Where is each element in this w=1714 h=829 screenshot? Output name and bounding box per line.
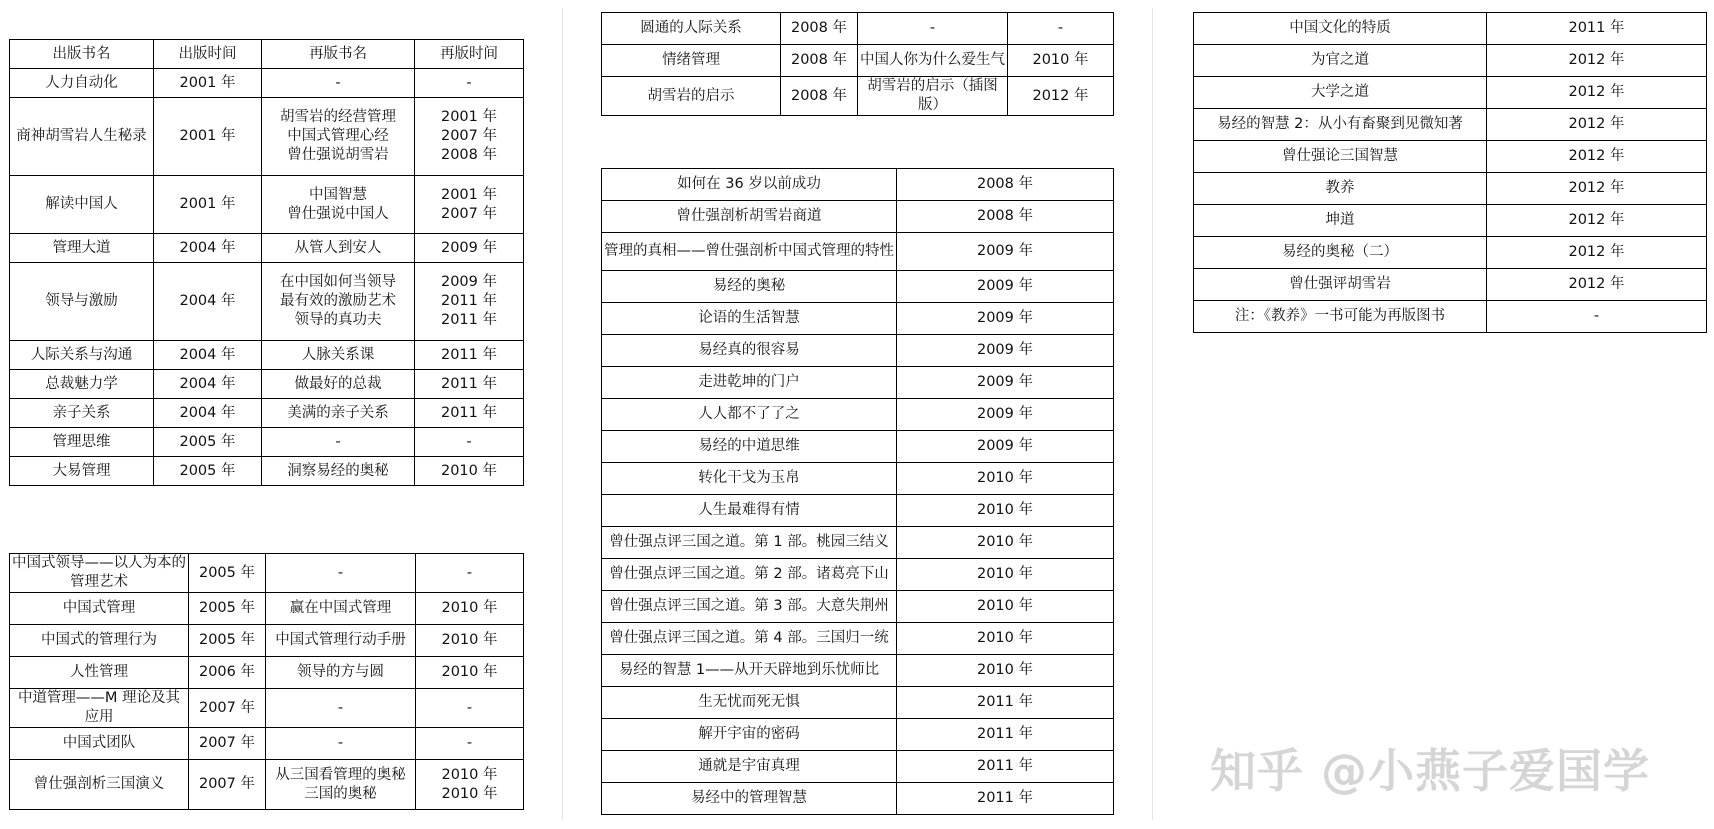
table-cell: 2005 年 [189, 554, 266, 593]
table-row [10, 370, 524, 399]
table-row [602, 751, 1114, 783]
table-row [602, 431, 1114, 463]
table-cell: 赢在中国式管理 [266, 593, 416, 625]
table-row [602, 201, 1114, 233]
table-cell: 2012 年 [1487, 77, 1707, 109]
table-first-editions-3 [601, 12, 1114, 116]
table-first-editions-1 [9, 39, 524, 486]
table-cell: 领导的方与圆 [266, 657, 416, 689]
table-cell: 解开宇宙的密码 [602, 719, 897, 751]
table-cell: 2012 年 [1487, 269, 1707, 301]
table-cell: 为官之道 [1194, 45, 1487, 77]
table-cell: 人力自动化 [10, 69, 154, 98]
table-row [602, 335, 1114, 367]
table-cell: 美满的亲子关系 [262, 399, 415, 428]
table-cell: 情绪管理 [602, 45, 781, 77]
table-cell: 2005 年 [189, 625, 266, 657]
table-row [10, 69, 524, 98]
table-cell: - [415, 428, 524, 457]
table-cell: 易经的智慧 2：从小有畜聚到见微知著 [1194, 109, 1487, 141]
table-cell: 曾仕强点评三国之道。第 3 部。大意失荆州 [602, 591, 897, 623]
table-row [1194, 109, 1707, 141]
table-cell: - [266, 554, 416, 593]
table-cell: 曾仕强点评三国之道。第 1 部。桃园三结义 [602, 527, 897, 559]
table-cell: 2005 年 [189, 593, 266, 625]
table-cell: 2011 年 [1487, 13, 1707, 45]
table-cell: 曾仕强点评三国之道。第 2 部。诸葛亮下山 [602, 559, 897, 591]
table-cell: 2004 年 [154, 234, 262, 263]
table-cell: 2009 年 [897, 271, 1114, 303]
table-cell: 洞察易经的奥秘 [262, 457, 415, 486]
table-cell: 如何在 36 岁以前成功 [602, 169, 897, 201]
table-cell: 大学之道 [1194, 77, 1487, 109]
table-cell: 2010 年 [416, 657, 524, 689]
table-row [10, 98, 524, 176]
table-cell: 易经的奥秘（二） [1194, 237, 1487, 269]
table-cell: 人脉关系课 [262, 341, 415, 370]
table-cell: 2009 年 [415, 234, 524, 263]
table-row [602, 399, 1114, 431]
table-row [602, 719, 1114, 751]
table-cell: 2009 年 [897, 399, 1114, 431]
table-cell: 2004 年 [154, 399, 262, 428]
table-cell: 2011 年 [415, 341, 524, 370]
table-row [602, 783, 1114, 815]
table-cell: 曾仕强剖析胡雪岩商道 [602, 201, 897, 233]
table-cell: 易经的中道思维 [602, 431, 897, 463]
table-cell: 2010 年 [897, 463, 1114, 495]
table-row [602, 623, 1114, 655]
header-cell: 再版时间 [415, 40, 524, 69]
table-cell: 2005 年 [154, 428, 262, 457]
table-cell: 从管人到安人 [262, 234, 415, 263]
table-row [10, 234, 524, 263]
table-body [602, 13, 1114, 116]
table-cell: 中国智慧 曾仕强说中国人 [262, 176, 415, 234]
table-row [602, 559, 1114, 591]
table-cell: 管理思维 [10, 428, 154, 457]
table-row [602, 367, 1114, 399]
table-row [1194, 205, 1707, 237]
table-row [1194, 45, 1707, 77]
table-header-row [10, 40, 524, 69]
table-cell: 2011 年 [897, 751, 1114, 783]
table-cell: 2009 年 [897, 335, 1114, 367]
table-row [602, 527, 1114, 559]
table-cell: 2008 年 [781, 77, 858, 116]
table-row [10, 428, 524, 457]
table-cell: 2006 年 [189, 657, 266, 689]
table-cell: 2001 年 2007 年 2008 年 [415, 98, 524, 176]
table-cell: 2007 年 [189, 689, 266, 728]
table-cell: 在中国如何当领导 最有效的激励艺术 领导的真功夫 [262, 263, 415, 341]
table-cell: 2010 年 [416, 625, 524, 657]
table-body [10, 554, 524, 810]
table-cell: 2008 年 [781, 45, 858, 77]
table-cell: 教养 [1194, 173, 1487, 205]
table-cell: 曾仕强点评三国之道。第 4 部。三国归一统 [602, 623, 897, 655]
table-cell: 2010 年 [897, 655, 1114, 687]
table-cell: 2010 年 [415, 457, 524, 486]
header-cell: 再版书名 [262, 40, 415, 69]
table-row [602, 233, 1114, 271]
table-cell: 管理大道 [10, 234, 154, 263]
table-cell: 商神胡雪岩人生秘录 [10, 98, 154, 176]
table-cell: 做最好的总裁 [262, 370, 415, 399]
table-row [602, 495, 1114, 527]
table-cell: 中国式管理 [10, 593, 189, 625]
table-cell: - [1487, 301, 1707, 333]
table-cell: 2001 年 [154, 98, 262, 176]
table-cell: 2009 年 [897, 233, 1114, 271]
table-cell: 2011 年 [897, 687, 1114, 719]
table-row [602, 77, 1114, 116]
table-row [1194, 269, 1707, 301]
table-cell: 2009 年 2011 年 2011 年 [415, 263, 524, 341]
table-cell: 2004 年 [154, 263, 262, 341]
table-cell: 中国式管理行动手册 [266, 625, 416, 657]
table-cell: - [262, 69, 415, 98]
table-cell: 曾仕强论三国智慧 [1194, 141, 1487, 173]
table-row [10, 728, 524, 760]
table-row [10, 341, 524, 370]
zhihu-watermark: 知乎 @小燕子爱国学 [1210, 744, 1651, 798]
table-cell: 2010 年 [897, 591, 1114, 623]
table-cell: 易经的奥秘 [602, 271, 897, 303]
table-cell: 人人都不了了之 [602, 399, 897, 431]
table-cell: 2011 年 [415, 370, 524, 399]
table-row [1194, 173, 1707, 205]
table-cell: 2004 年 [154, 341, 262, 370]
table-cell: 曾仕强剖析三国演义 [10, 760, 189, 810]
header-cell: 出版书名 [10, 40, 154, 69]
table-cell: 坤道 [1194, 205, 1487, 237]
table-row [602, 591, 1114, 623]
table-cell: 2012 年 [1487, 237, 1707, 269]
column-divider-1 [562, 8, 563, 820]
table-cell: 2008 年 [897, 169, 1114, 201]
table-row [10, 263, 524, 341]
table-cell: 易经中的管理智慧 [602, 783, 897, 815]
table-cell: 胡雪岩的启示（插图版） [858, 77, 1008, 116]
table-cell: 中国式领导——以人为本的管理艺术 [10, 554, 189, 593]
table-row [10, 457, 524, 486]
table-cell: 2001 年 [154, 176, 262, 234]
table-row [602, 169, 1114, 201]
table-cell: 中国式的管理行为 [10, 625, 189, 657]
table-cell: 2012 年 [1487, 45, 1707, 77]
table-row [10, 554, 524, 593]
table-row [602, 45, 1114, 77]
table-cell: 人生最难得有情 [602, 495, 897, 527]
table-cell: 2009 年 [897, 431, 1114, 463]
table-cell: 2010 年 [416, 593, 524, 625]
table-row [1194, 237, 1707, 269]
table-cell: - [858, 13, 1008, 45]
table-cell: 易经的智慧 1——从开天辟地到乐忧师比 [602, 655, 897, 687]
table-cell: 走进乾坤的门户 [602, 367, 897, 399]
table-row [10, 760, 524, 810]
table-row [602, 463, 1114, 495]
table-row [602, 655, 1114, 687]
table-row [1194, 13, 1707, 45]
table-cell: 亲子关系 [10, 399, 154, 428]
table-cell: - [416, 689, 524, 728]
table-cell: 2008 年 [897, 201, 1114, 233]
table-row [10, 176, 524, 234]
table-cell: 曾仕强评胡雪岩 [1194, 269, 1487, 301]
table-cell: - [266, 728, 416, 760]
table-row [10, 689, 524, 728]
table-cell: - [416, 728, 524, 760]
table-cell: 2010 年 [897, 559, 1114, 591]
table-row [1194, 301, 1707, 333]
table-row [10, 593, 524, 625]
table-row [10, 399, 524, 428]
table-cell: 生无忧而死无惧 [602, 687, 897, 719]
table-cell: 2004 年 [154, 370, 262, 399]
table-row [602, 303, 1114, 335]
table-body [1194, 13, 1707, 333]
table-cell: 管理的真相——曾仕强剖析中国式管理的特性 [602, 233, 897, 271]
table-cell: 2010 年 [1008, 45, 1114, 77]
table-cell: - [415, 69, 524, 98]
table-cell: 胡雪岩的启示 [602, 77, 781, 116]
table-cell: 2009 年 [897, 303, 1114, 335]
table-cell: 2011 年 [415, 399, 524, 428]
table-cell: 人性管理 [10, 657, 189, 689]
table-cell: 2012 年 [1487, 109, 1707, 141]
table-row [10, 657, 524, 689]
table-cell: - [1008, 13, 1114, 45]
table-cell: 通就是宇宙真理 [602, 751, 897, 783]
table-cell: 中国文化的特质 [1194, 13, 1487, 45]
table-cell: 2010 年 [897, 527, 1114, 559]
table-books-2011-2012 [1193, 12, 1707, 333]
table-row [602, 271, 1114, 303]
table-cell: 总裁魅力学 [10, 370, 154, 399]
table-cell: - [266, 689, 416, 728]
column-divider-2 [1152, 8, 1153, 820]
table-cell: 2007 年 [189, 728, 266, 760]
table-cell: - [416, 554, 524, 593]
header-cell: 出版时间 [154, 40, 262, 69]
table-cell: 中道管理——M 理论及其应用 [10, 689, 189, 728]
table-cell: 2010 年 [897, 495, 1114, 527]
table-cell: 2001 年 [154, 69, 262, 98]
table-cell: 中国人你为什么爱生气 [858, 45, 1008, 77]
table-body [10, 40, 524, 486]
table-cell: 转化干戈为玉帛 [602, 463, 897, 495]
table-row [1194, 77, 1707, 109]
table-body [602, 169, 1114, 815]
table-cell: 领导与激励 [10, 263, 154, 341]
table-row [10, 625, 524, 657]
table-first-editions-2 [9, 553, 524, 810]
table-row [602, 13, 1114, 45]
table-cell: 人际关系与沟通 [10, 341, 154, 370]
table-cell: 2009 年 [897, 367, 1114, 399]
table-cell: 2012 年 [1487, 173, 1707, 205]
table-cell: 论语的生活智慧 [602, 303, 897, 335]
table-cell: 圆通的人际关系 [602, 13, 781, 45]
table-cell: 2005 年 [154, 457, 262, 486]
table-cell: 2012 年 [1487, 205, 1707, 237]
table-cell: 2011 年 [897, 783, 1114, 815]
table-cell: 胡雪岩的经营管理 中国式管理心经 曾仕强说胡雪岩 [262, 98, 415, 176]
table-cell: 2012 年 [1487, 141, 1707, 173]
table-cell: 2010 年 [897, 623, 1114, 655]
table-cell: 大易管理 [10, 457, 154, 486]
table-cell: - [262, 428, 415, 457]
table-row [1194, 141, 1707, 173]
table-cell: 注：《教养》一书可能为再版图书 [1194, 301, 1487, 333]
table-cell: 易经真的很容易 [602, 335, 897, 367]
table-cell: 2012 年 [1008, 77, 1114, 116]
table-row [602, 687, 1114, 719]
table-cell: 解读中国人 [10, 176, 154, 234]
table-cell: 2008 年 [781, 13, 858, 45]
table-books-2008-2011 [601, 168, 1114, 815]
table-cell: 2007 年 [189, 760, 266, 810]
table-cell: 2010 年 2010 年 [416, 760, 524, 810]
table-cell: 2001 年 2007 年 [415, 176, 524, 234]
table-cell: 中国式团队 [10, 728, 189, 760]
table-cell: 2011 年 [897, 719, 1114, 751]
table-cell: 从三国看管理的奥秘 三国的奥秘 [266, 760, 416, 810]
